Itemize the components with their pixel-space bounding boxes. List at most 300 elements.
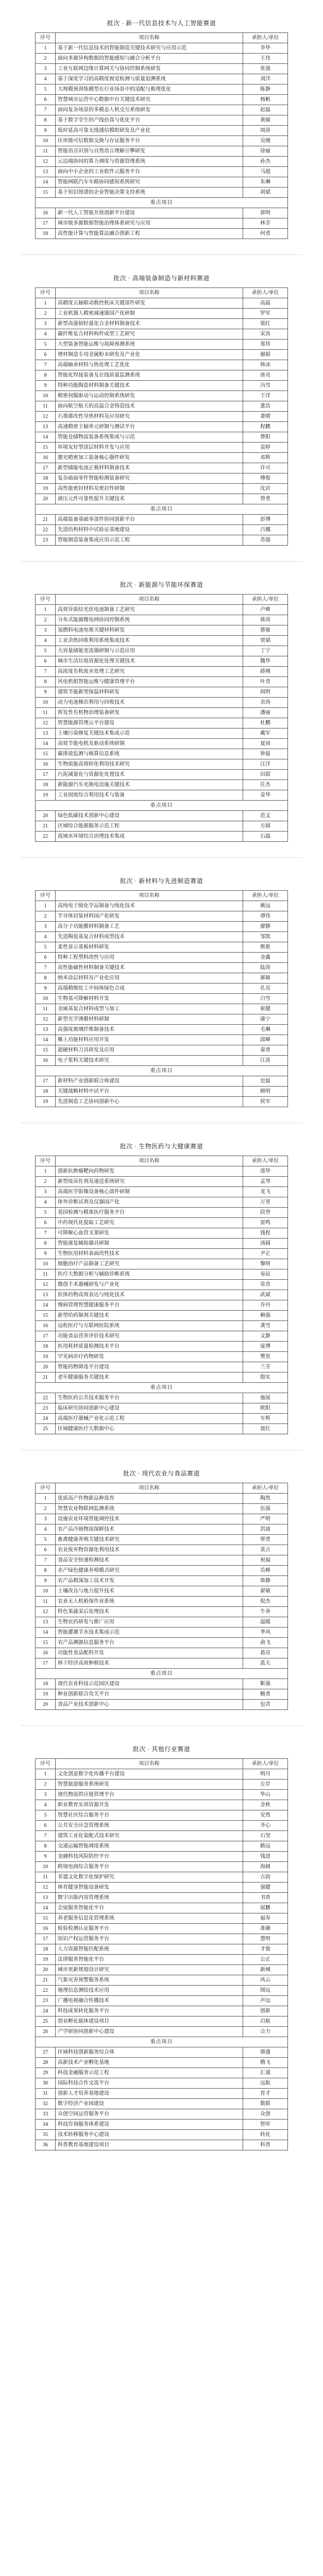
cell-name: 高性能密封材料及密封件研制 [56,484,243,494]
cell-no: 15 [36,749,56,759]
table-row [36,770,288,780]
table-row [36,126,288,136]
cell-no: 1 [36,298,56,309]
cell-person: 安然 [243,1810,288,1821]
column-header-no: 序号 [36,595,56,605]
cell-person: 龙飞 [243,1187,288,1197]
cell-name: 区域综合能源服务示范工程 [56,821,243,832]
subheader-label: 重点项目 [36,1669,288,1679]
column-header-no: 序号 [36,1483,56,1494]
cell-person: 萧晴 [243,412,288,422]
cell-no: 4 [36,329,56,340]
cell-no: 7 [36,963,56,973]
subheader-row [36,198,288,208]
cell-no: 15 [36,1638,56,1648]
cell-person: 葛亮 [243,1648,288,1658]
table-header [36,595,288,605]
cell-person: 张强 [243,64,288,74]
cell-person: 田甜 [243,770,288,780]
table-row [36,1228,288,1239]
table-row [36,535,288,546]
cell-person: 苏强 [243,535,288,546]
cell-no: 21 [36,515,56,525]
table-row [36,1607,288,1617]
table-row [36,229,288,239]
table-row [36,1249,288,1259]
cell-person: 汇通 [243,2068,288,2078]
cell-person: 文静 [243,1331,288,1342]
cell-name: 会展服务智能化平台 [56,1903,243,1913]
table-row [36,298,288,309]
cell-no: 11 [36,1872,56,1883]
cell-no: 12 [36,1883,56,1893]
table-row [36,1535,288,1545]
cell-no: 36 [36,2140,56,2150]
table-row [36,1076,288,1087]
table-row [36,2089,288,2099]
cell-name: 智能仓储物流装备系统集成与示范 [56,432,243,443]
cell-no: 10 [36,136,56,146]
cell-person: 包青 [243,1700,288,1710]
cell-person: 汪洋 [243,759,288,770]
cell-person: 谢娟 [243,350,288,360]
table-row [36,1821,288,1831]
cell-no: 19 [36,1955,56,1965]
cell-no: 9 [36,381,56,391]
table-row [36,615,288,625]
cell-no: 2 [36,1504,56,1514]
cell-no: 7 [36,667,56,677]
cell-no: 7 [36,105,56,115]
cell-name: 创新人才培养基地建设 [56,2089,243,2099]
cell-name: 区域科技创新服务综合体 [56,2047,243,2058]
cell-person: 余涛 [243,698,288,708]
cell-person: 育才 [243,2089,288,2099]
cell-person: 冯雪 [243,381,288,391]
table-row [36,911,288,922]
cell-name: 流域水环境综合治理技术集成 [56,832,243,842]
cell-no: 3 [36,319,56,329]
cell-person: 袁婷 [243,443,288,453]
cell-name: 土壤污染修复关键技术集成示范 [56,728,243,739]
cell-no: 14 [36,1300,56,1311]
cell-no: 2 [36,1780,56,1790]
cell-no: 8 [36,1841,56,1852]
cell-person: 马超 [243,167,288,177]
cell-person: 季风 [243,1628,288,1638]
cell-no: 19 [36,484,56,494]
cell-person: 夏雨 [243,739,288,749]
cell-name: 高精度五轴联动数控机床关键部件研发 [56,298,243,309]
cell-person: 福寿 [243,1913,288,1924]
cell-name: 特色果蔬采后处理技术 [56,1607,243,1617]
column-header-name: 项目名称 [56,595,243,605]
cell-person: 靳强 [243,1679,288,1689]
cell-no: 19 [36,1689,56,1700]
header-row [36,288,288,298]
cell-person: 康宁 [243,1014,288,1025]
cell-name: 抗体药物高效表达与纯化技术 [56,1290,243,1300]
table-row [36,2140,288,2150]
cell-name: 科技咨询服务体系建设 [56,2120,243,2130]
table-row [36,381,288,391]
cell-name: 检验检测认证服务平台 [56,1924,243,1934]
cell-person: 创新 [243,2006,288,2016]
table-row [36,667,288,677]
subheader-row [36,1066,288,1076]
section [0,255,323,561]
cell-name: 分布式能源微电网协同控制系统 [56,615,243,625]
cell-no: 25 [36,2016,56,2027]
column-header-no: 序号 [36,1156,56,1166]
cell-name: 新材料产业创新联合体建设 [56,1076,243,1087]
cell-person: 常青 [243,1280,288,1290]
cell-name: 新型储能电池正极材料制备技术 [56,463,243,473]
cell-person: 洪波 [243,1524,288,1535]
section [0,1450,323,1725]
cell-no: 6 [36,350,56,360]
table-row [36,728,288,739]
cell-name: 数字出版内容管理系统 [56,1893,243,1903]
cell-person: 鼎盛 [243,2047,288,2058]
cell-no: 20 [36,811,56,821]
cell-person: 鲍勇 [243,1689,288,1700]
cell-name: 公共安全应急管理系统 [56,1821,243,1831]
cell-no: 13 [36,1290,56,1300]
column-header-person: 承担人/单位 [243,288,288,298]
cell-name: 纳米涂层材料及产业化应用 [56,973,243,984]
cell-name: 种业创新联合攻关平台 [56,1689,243,1700]
cell-no: 13 [36,167,56,177]
project-table [35,1483,288,1710]
cell-name: 智能化焊接装备及在线质量监测系统 [56,370,243,381]
cell-no: 10 [36,1259,56,1269]
cell-name: 可降解心血管支架研发 [56,1228,243,1239]
table-header [36,288,288,298]
cell-person: 邹凯 [243,932,288,942]
table-row [36,646,288,656]
column-header-name: 项目名称 [56,288,243,298]
cell-person: 兰芳 [243,1362,288,1372]
table-row [36,136,288,146]
cell-person: 何勇 [243,229,288,239]
cell-name: 法律服务智能化平台 [56,1955,243,1965]
table-row [36,329,288,340]
cell-no: 11 [36,1269,56,1280]
cell-person: 黎明 [243,1259,288,1269]
cell-name: 高效节能电机及驱动系统研制 [56,739,243,749]
cell-person: 华山 [243,1790,288,1800]
table-row [36,1187,288,1197]
cell-no: 18 [36,1342,56,1352]
column-header-name: 项目名称 [56,33,243,43]
table-row [36,1362,288,1372]
table-row [36,1638,288,1648]
section [0,1726,323,2166]
table-row [36,821,288,832]
cell-name: 高端医学影像设备核心部件研制 [56,1187,243,1197]
table-row [36,973,288,984]
cell-person: 钱程 [243,1228,288,1239]
cell-person: 古韵 [243,1872,288,1883]
table-row [36,1259,288,1269]
table-row [36,1700,288,1710]
project-table [35,1156,288,1434]
table-row [36,1658,288,1669]
cell-no: 15 [36,1311,56,1321]
cell-name: 智慧旅游服务系统研发 [56,1780,243,1790]
table-row [36,932,288,942]
table-row [36,1810,288,1821]
cell-person: 叶青 [243,677,288,687]
cell-name: 生物医用材料表面改性技术 [56,1249,243,1259]
cell-person: 郝敏 [243,973,288,984]
cell-no: 8 [36,1566,56,1576]
header-row [36,33,288,43]
table-row [36,1025,288,1035]
table-row [36,942,288,953]
table-row [36,43,288,54]
cell-name: 城市生活垃圾资源化处理关键技术 [56,656,243,667]
cell-name: 新型光学薄膜材料研制 [56,1014,243,1025]
cell-name: 体外诊断试剂及仪器国产化 [56,1197,243,1208]
cell-person: 万里 [243,1197,288,1208]
subheader-row [36,504,288,515]
cell-person: 程鹏 [243,422,288,432]
cell-name: 高新技术产业孵化基地 [56,2058,243,2068]
cell-name: 林下经济高效种植技术 [56,1658,243,1669]
column-header-person: 承担人/单位 [243,1156,288,1166]
table-row [36,1514,288,1524]
cell-person: 数联 [243,2099,288,2109]
cell-name: 科普教育基地建设项目 [56,2140,243,2150]
cell-no: 9 [36,984,56,994]
cell-no: 10 [36,698,56,708]
cell-person: 姜华 [243,790,288,801]
project-table [35,1758,288,2150]
table-row [36,525,288,535]
cell-person: 陆涛 [243,963,288,973]
cell-person: 白雪 [243,994,288,1004]
cell-person: 庞博 [243,1342,288,1352]
cell-name: 远程医疗与互联网医院系统 [56,1321,243,1331]
cell-person: 孔亮 [243,984,288,994]
cell-no: 1 [36,901,56,911]
cell-person: 倪杰 [243,1597,288,1607]
cell-name: 基于知识图谱的企业智能决策支持系统 [56,188,243,198]
table-row [36,350,288,360]
table-row [36,208,288,218]
table-body [36,298,288,546]
cell-no: 7 [36,1555,56,1566]
cell-person: 丁宁 [243,646,288,656]
cell-person: 钟磊 [243,749,288,759]
cell-name: 建筑节能新型保温材料研发 [56,687,243,698]
table-header [36,1156,288,1166]
cell-name: 先进结构材料中试验证基地建设 [56,525,243,535]
cell-no: 6 [36,1545,56,1555]
cell-name: 生物农药研发与推广应用 [56,1617,243,1628]
cell-no: 20 [36,1362,56,1372]
cell-person: 唐亮 [243,370,288,381]
cell-no: 22 [36,1986,56,1996]
table-row [36,963,288,973]
table-row [36,1035,288,1045]
cell-person: 秦勇 [243,1045,288,1056]
cell-person: 汤圆 [243,1239,288,1249]
cell-person: 邱峰 [243,1035,288,1045]
table-row [36,1862,288,1872]
cell-name: 区块链可信数据交换与存证服务平台 [56,136,243,146]
table-row [36,1311,288,1321]
cell-no: 31 [36,2089,56,2099]
cell-no: 17 [36,770,56,780]
cell-person: 石坚 [243,1831,288,1841]
cell-name: 高性能磁性材料制备关键技术 [56,963,243,973]
cell-name: 中药现代化提取工艺研究 [56,1218,243,1228]
cell-name: 关键战略材料中试平台 [56,1087,243,1097]
cell-no: 4 [36,1524,56,1535]
cell-no: 15 [36,1913,56,1924]
cell-person: 傅俊 [243,473,288,484]
cell-name: 特种功能陶瓷材料制备关键技术 [56,381,243,391]
cell-name: 农业废弃物资源化利用技术 [56,1545,243,1555]
cell-person: 启航 [243,2016,288,2027]
column-header-person: 承担人/单位 [243,1759,288,1769]
cell-person: 牛奔 [243,1607,288,1617]
cell-no: 17 [36,218,56,229]
cell-no: 6 [36,1821,56,1831]
cell-person: 顾明 [243,1087,288,1097]
cell-person: 曾勇 [243,494,288,504]
cell-no: 2 [36,309,56,319]
table-row [36,1597,288,1607]
cell-no: 12 [36,412,56,422]
table-row [36,1494,288,1504]
cell-name: 工业机器人精密减速器国产化研制 [56,309,243,319]
cell-no: 6 [36,953,56,963]
cell-name: 养老服务信息化管理系统 [56,1913,243,1924]
table-row [36,1689,288,1700]
cell-name: 复杂曲面零件智能检测装备研究 [56,473,243,484]
cell-no: 12 [36,1014,56,1025]
table-row [36,1872,288,1883]
table-row [36,1965,288,1975]
cell-name: 文化创意数字化传播平台建设 [56,1769,243,1780]
section-title: 批次 · 其他行业赛道 [132,1745,191,1753]
column-header-name: 项目名称 [56,1156,243,1166]
cell-no: 23 [36,1996,56,2006]
cell-name: 区域健康医疗大数据中心 [56,1424,243,1434]
cell-no: 12 [36,718,56,728]
cell-person: 廖静 [243,922,288,932]
cell-person: 杨帆 [243,95,288,105]
cell-person: 欧阳 [243,1403,288,1414]
cell-name: 污泥减量化与资源化处置技术 [56,770,243,780]
table-row [36,2109,288,2120]
cell-no: 18 [36,473,56,484]
table-row [36,2058,288,2068]
table-row [36,463,288,473]
table-row [36,443,288,453]
cell-name: 大规模预训练模型在行业场景中的适配与推理优化 [56,84,243,95]
table-row [36,432,288,443]
cell-no: 14 [36,1903,56,1913]
cell-person: 海阔 [243,1862,288,1872]
cell-name: 氢燃料电池电堆关键材料研发 [56,625,243,636]
cell-no: 11 [36,1597,56,1607]
cell-no: 15 [36,443,56,453]
cell-name: 智慧能源管理云平台建设 [56,718,243,728]
cell-name: 金融科技风险防控平台 [56,1852,243,1862]
cell-no: 13 [36,728,56,739]
table-row [36,515,288,525]
cell-no: 35 [36,2130,56,2140]
cell-person: 蔡敏 [243,625,288,636]
subheader-row [36,1383,288,1393]
table-row [36,167,288,177]
cell-name: 科技成果转化服务平台 [56,2006,243,2016]
table-row [36,1852,288,1862]
table-body [36,43,288,239]
section-title: 批次 · 生物医药与大健康赛道 [120,1143,203,1150]
table-row [36,453,288,463]
cell-person: 林芳 [243,218,288,229]
section-title: 批次 · 新一代信息技术与人工智能赛道 [107,20,216,27]
table-row [36,625,288,636]
section-title: 批次 · 新能源与节能环保赛道 [120,581,203,588]
cell-name: 高端装备基础零部件协同创新平台 [56,515,243,525]
cell-name: 农产品溯源信息服务平台 [56,1638,243,1648]
cell-name: 农业无人机植保作业系统 [56,1597,243,1607]
table-row [36,1996,288,2006]
cell-no: 1 [36,1769,56,1780]
cell-name: 农产品精深加工技术开发 [56,1576,243,1586]
cell-no: 12 [36,1607,56,1617]
cell-no: 19 [36,1352,56,1362]
cell-no: 2 [36,1177,56,1187]
cell-name: 技术转移服务中心建设 [56,2130,243,2140]
cell-no: 22 [36,832,56,842]
cell-no: 3 [36,625,56,636]
cell-name: 高性能计算与智能算法融合创新工程 [56,229,243,239]
cell-person: 展鹏 [243,1903,288,1913]
cell-name: 数字经济产业园建设 [56,2099,243,2109]
cell-person: 黄敏 [243,115,288,126]
cell-name: 优质高产作物新品种选育 [56,1494,243,1504]
table-row [36,1924,288,1934]
cell-name: 工业固废综合利用技术与装备 [56,790,243,801]
table-row [36,677,288,687]
cell-no: 3 [36,64,56,74]
cell-no: 5 [36,1810,56,1821]
table-row [36,1177,288,1187]
cell-no: 14 [36,432,56,443]
cell-no: 17 [36,1076,56,1087]
table-row [36,484,288,494]
cell-name: 工业互联网边缘计算网关与协同控制系统研发 [56,64,243,74]
cell-person: 许可 [243,463,288,473]
cell-person: 齐心 [243,1821,288,1831]
cell-name: 国际科技合作交流平台 [56,2078,243,2089]
cell-name: 高端医疗器械产业化示范工程 [56,1414,243,1424]
cell-no: 1 [36,43,56,54]
cell-person: 乔丹 [243,1300,288,1311]
section [0,858,323,1123]
table-row [36,1414,288,1424]
cell-person: 徐丽 [243,146,288,157]
table-row [36,309,288,319]
